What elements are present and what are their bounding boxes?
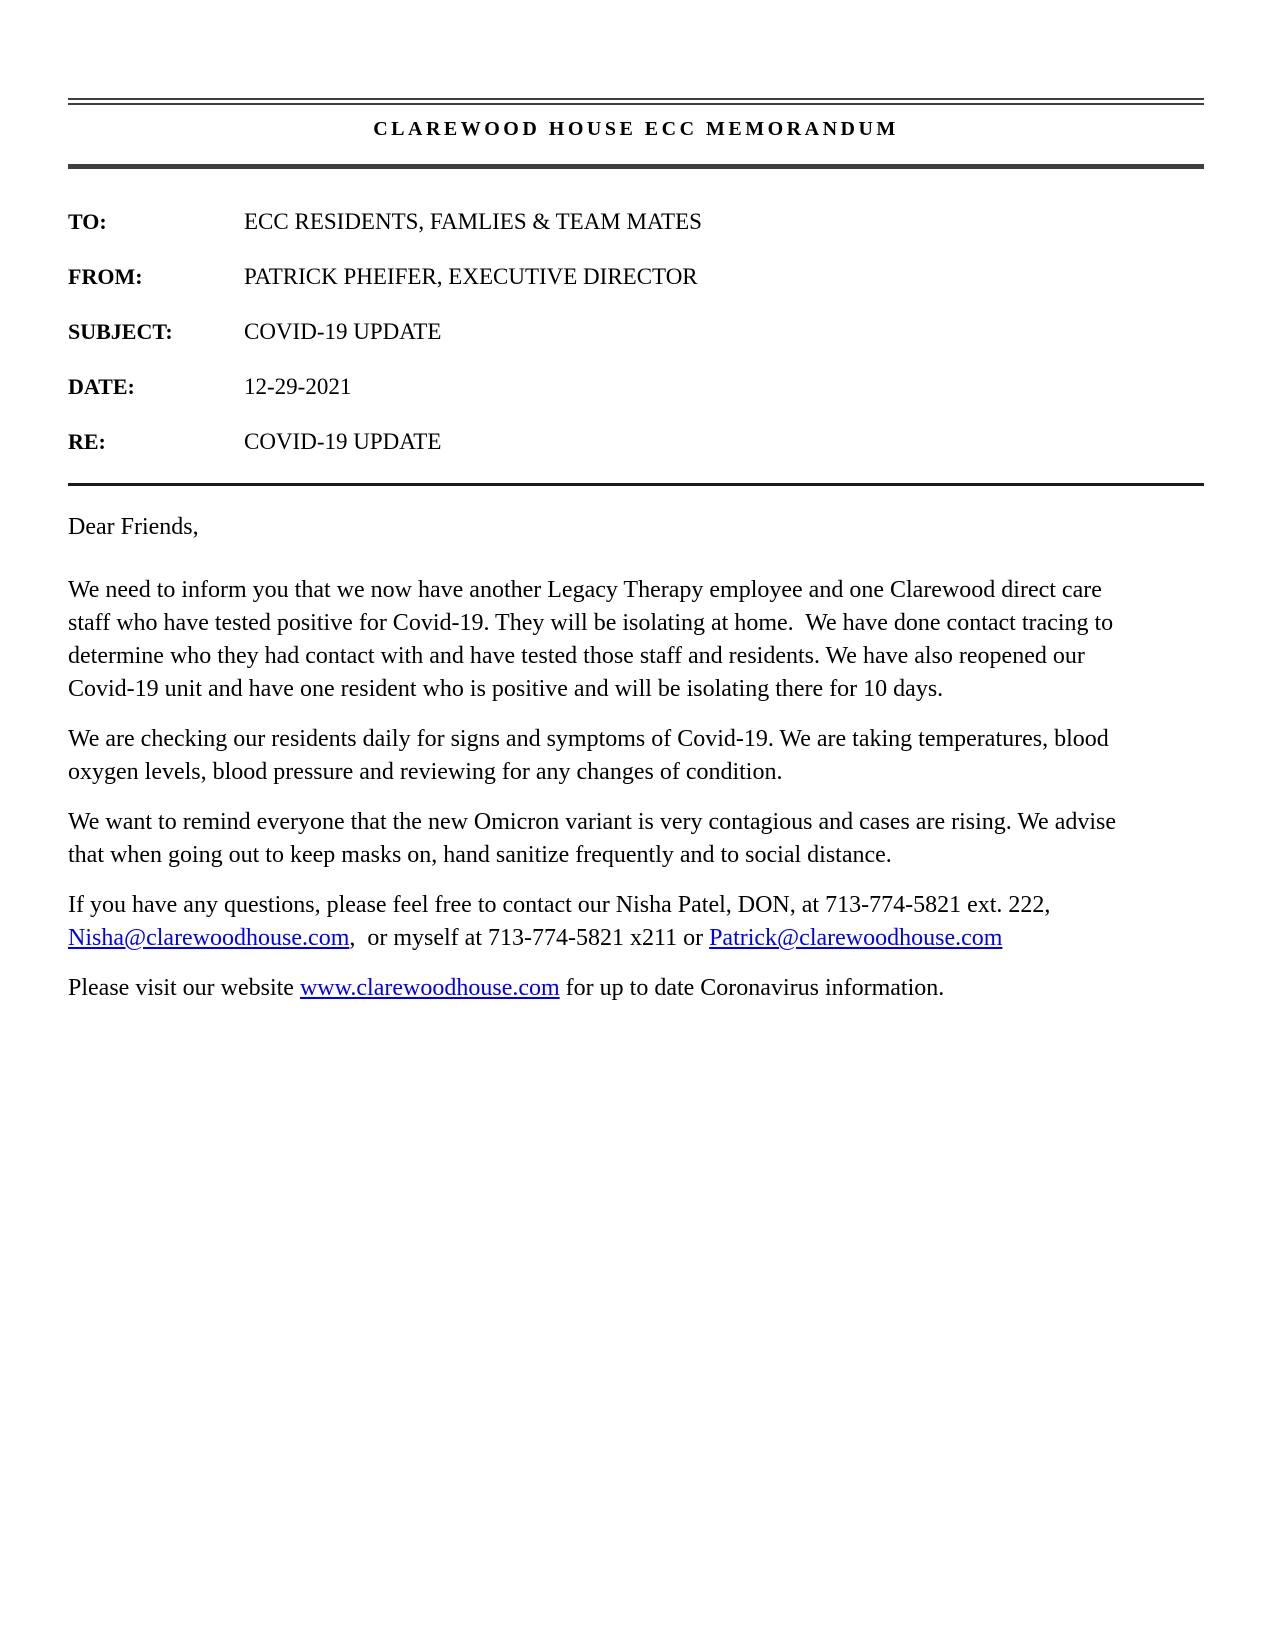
paragraph-website	[68, 972, 1128, 1005]
paragraph-contact-info	[68, 889, 1128, 955]
nisha-email-link[interactable]: Nisha@clarewoodhouse.com	[68, 925, 350, 951]
contact-text-middle: , or myself at 713-774-5821 x211 or	[349, 925, 710, 951]
to-label: TO:	[68, 209, 107, 234]
contact-text-before: If you have any questions, please feel free to contact our Nisha Patel, DON, at 713-774-5821 ext. 222,	[68, 892, 1057, 918]
paragraph-covid-cases: We need to inform you that we now have another Legacy Therapy employee and one Clarewood direct care staff who have tested positive for Covid-19. They will be isolating at home. We have done contact tracing to determine who they had contact with and have tested those staff and residents. We have also reopened our Covid-19 unit and have one resident who is positive and will be isolating there for 10 days.	[68, 577, 1120, 702]
re-value: COVID-19 UPDATE	[244, 429, 442, 454]
to-value: ECC RESIDENTS, FAMLIES & TEAM MATES	[244, 209, 702, 234]
paragraph-omicron-reminder: We want to remind everyone that the new Omicron variant is very contagious and cases are rising. We advise that when going out to keep masks on, hand sanitize frequently and to social distance.	[68, 809, 1123, 868]
field-row-re	[68, 428, 1204, 456]
subject-value: COVID-19 UPDATE	[244, 319, 442, 344]
website-link[interactable]: www.clarewoodhouse.com	[299, 975, 560, 1001]
date-label: DATE:	[68, 374, 135, 399]
memo-body	[68, 511, 1128, 1005]
field-row-from	[68, 263, 1204, 291]
memo-title-banner	[68, 98, 1204, 169]
memo-title: CLAREWOOD HOUSE ECC MEMORANDUM	[373, 118, 899, 140]
field-row-date	[68, 373, 1204, 401]
memo-header-fields	[68, 208, 1204, 456]
website-text-before: Please visit our website	[68, 975, 300, 1001]
subject-label: SUBJECT:	[68, 319, 173, 344]
date-value: 12-29-2021	[244, 374, 352, 399]
re-label: RE:	[68, 429, 106, 454]
website-text-after: for up to date Coronavirus information.	[559, 975, 945, 1001]
paragraph-daily-checks: We are checking our residents daily for signs and symptoms of Covid-19. We are taking temperatures, blood oxygen levels, blood pressure and reviewing for any changes of condition.	[68, 726, 1115, 785]
patrick-email-link[interactable]: Patrick@clarewoodhouse.com	[709, 925, 1003, 951]
from-value: PATRICK PHEIFER, EXECUTIVE DIRECTOR	[244, 264, 698, 289]
header-divider-rule	[68, 483, 1204, 486]
salutation: Dear Friends,	[68, 514, 199, 540]
field-row-to	[68, 208, 1204, 236]
field-row-subject	[68, 318, 1204, 346]
from-label: FROM:	[68, 264, 143, 289]
